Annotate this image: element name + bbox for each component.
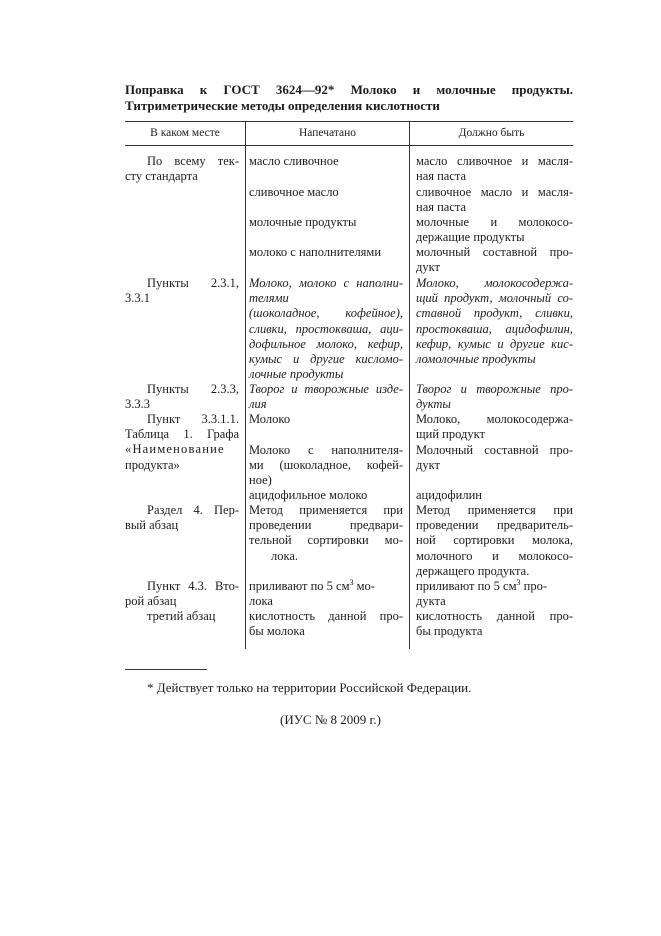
cell-line: кефир, кумыс и другие кис- xyxy=(416,336,573,351)
table-row-10-printed xyxy=(249,579,403,609)
cell-line: Творог и творожные про- xyxy=(416,382,573,396)
cell-line: ацидофильное молоко xyxy=(249,488,368,502)
table-row-11-should xyxy=(416,609,573,639)
cell-line: продукта» xyxy=(125,457,180,472)
table-header-rule xyxy=(125,145,573,146)
cell-line: молочные продукты xyxy=(249,215,357,229)
table-row-4-where xyxy=(125,276,239,306)
cell-line: дукт xyxy=(416,458,440,473)
table-top-rule xyxy=(125,121,573,122)
cell-line: проведении предваритель- xyxy=(416,518,573,533)
cell-line: Метод применяется при xyxy=(249,503,403,517)
table-row-7-should xyxy=(416,443,573,473)
cell-line: Пункт 4.3. Вто- xyxy=(147,579,239,593)
table-row-6-where xyxy=(125,412,239,473)
footnote: * Действует только на территории Российской Федерации. xyxy=(147,680,472,695)
cell-line: (шоколадное, кофейное), xyxy=(249,306,403,321)
table-row-5-should xyxy=(416,382,573,412)
footnote-rule xyxy=(125,669,207,670)
cell-line: Раздел 4. Пер- xyxy=(147,503,239,517)
cell-line: ная паста xyxy=(416,200,467,215)
table-row-6-should xyxy=(416,412,573,442)
cell-line: ная паста xyxy=(416,169,467,184)
cell-line: Молоко, молокосодержа- xyxy=(416,412,573,426)
table-row-11-where xyxy=(125,609,239,624)
cell-line: 3.3.3 xyxy=(125,397,150,412)
table-row-3-should xyxy=(416,245,573,275)
cell-line: ное) xyxy=(249,473,272,488)
cell-line: вый абзац xyxy=(125,518,179,533)
table-row-10-where xyxy=(125,579,239,609)
cell-line: масло сливочное и масля- xyxy=(416,154,573,168)
cell-line: сту стандарта xyxy=(125,169,198,184)
cell-line: бы молока xyxy=(249,624,305,639)
table-row-6-printed xyxy=(249,412,403,427)
cell-line: молоко с наполнителями xyxy=(249,245,382,259)
source-reference: (ИУС № 8 2009 г.) xyxy=(280,712,381,727)
cell-line: лочные продукты xyxy=(249,367,344,382)
table-row-0-should xyxy=(416,154,573,184)
table-row-8-should xyxy=(416,488,573,503)
cell-line: Молоко xyxy=(249,412,291,426)
table-row-1-should xyxy=(416,185,573,215)
cell-line: молочный составной про- xyxy=(416,245,573,259)
cell-line: дофильное молоко, кефир, xyxy=(249,336,403,351)
cell-line: приливают по 5 $см^3$ про- xyxy=(416,578,547,593)
cell-line: Творог и творожные изде- xyxy=(249,382,403,396)
document-title: Поправка к ГОСТ 3624—92* Молоко и молочные продукты. Титриметрические методы определения кислотности xyxy=(125,82,573,113)
table-row-10-should xyxy=(416,579,573,609)
table-row-0-where xyxy=(125,154,239,184)
table-row-5-where xyxy=(125,382,239,412)
cell-line: кислотность данной про- xyxy=(416,609,573,623)
cell-line: телями xyxy=(249,291,289,306)
cell-line: держащего продукта. xyxy=(416,563,530,578)
cell-line: дукта xyxy=(416,594,446,609)
cell-line: сливочное масло и масля- xyxy=(416,185,573,199)
table-row-9-should xyxy=(416,503,573,579)
header-should-be: Должно быть xyxy=(458,127,525,139)
header-where: В каком месте xyxy=(150,127,220,139)
cell-line: тельной сортировки мо- xyxy=(249,533,403,548)
cell-line: третий абзац xyxy=(147,609,216,623)
table-row-4-printed xyxy=(249,276,403,382)
cell-line: кумыс и другие кисломо- xyxy=(249,352,403,367)
table-row-7-printed xyxy=(249,443,403,489)
cell-line: масло сливочное xyxy=(249,154,339,168)
cell-line: лока. xyxy=(271,548,299,563)
cell-line: дукт xyxy=(416,260,440,275)
cell-line: Пункты 2.3.1, xyxy=(147,276,239,290)
cell-line: «Наименование xyxy=(125,442,225,457)
table-row-11-printed xyxy=(249,609,403,639)
cell-line: бы продукта xyxy=(416,624,483,639)
table-row-4-should xyxy=(416,276,573,367)
table-row-5-printed xyxy=(249,382,403,412)
cell-line: ми (шоколадное, кофей- xyxy=(249,458,403,473)
cell-line: ацидофилин xyxy=(416,488,482,502)
cell-line: 3.3.1 xyxy=(125,291,150,306)
table-row-9-where xyxy=(125,503,239,533)
cell-line: Пункты 2.3.3, xyxy=(147,382,239,396)
cell-line: По всему тек- xyxy=(147,154,239,168)
table-row-8-printed xyxy=(249,488,403,503)
cell-line: сливки, простокваша, аци- xyxy=(249,321,403,336)
cell-line: кислотность данной про- xyxy=(249,609,403,623)
cell-line: ставной продукт, сливки, xyxy=(416,306,573,321)
cell-line: простокваша, ацидофилин, xyxy=(416,321,573,336)
cell-line: щий продукт, молочный со- xyxy=(416,291,573,306)
cell-line: Молочный составной про- xyxy=(416,443,573,457)
cell-line: лия xyxy=(249,397,267,412)
cell-line: молочные и молокосо- xyxy=(416,215,573,229)
cell-line: проведении предвари- xyxy=(249,518,403,533)
header-printed: Напечатано xyxy=(299,127,356,139)
cell-line: лока xyxy=(249,594,273,609)
cell-line: Пункт 3.3.1.1. xyxy=(147,412,239,426)
table-row-3-printed xyxy=(249,245,403,260)
table-row-9-printed xyxy=(249,503,403,564)
cell-line: молочного и молокосо- xyxy=(416,548,573,563)
cell-line: Метод применяется при xyxy=(416,503,573,517)
cell-line: сливочное масло xyxy=(249,185,339,199)
cell-line: дукты xyxy=(416,397,451,412)
cell-line: Таблица 1. Графа xyxy=(125,427,239,442)
column-divider-2 xyxy=(409,121,410,649)
table-row-1-printed xyxy=(249,185,403,200)
cell-line: Молоко с наполнителя- xyxy=(249,443,403,457)
table-row-0-printed xyxy=(249,154,403,169)
cell-line: ной сортировки молока, xyxy=(416,533,573,548)
cell-line: держащие продукты xyxy=(416,230,525,245)
column-divider-1 xyxy=(245,121,246,649)
cell-line: Молоко, молокосодержа- xyxy=(416,276,573,290)
cell-line: щий продукт xyxy=(416,427,485,442)
cell-line: ломолочные продукты xyxy=(416,352,536,367)
cell-line: приливают по 5 $см^3$ мо- xyxy=(249,578,375,593)
cell-line: рой абзац xyxy=(125,594,177,609)
table-row-2-printed xyxy=(249,215,403,230)
cell-line: Молоко, молоко с наполни- xyxy=(249,276,403,290)
table-row-2-should xyxy=(416,215,573,245)
